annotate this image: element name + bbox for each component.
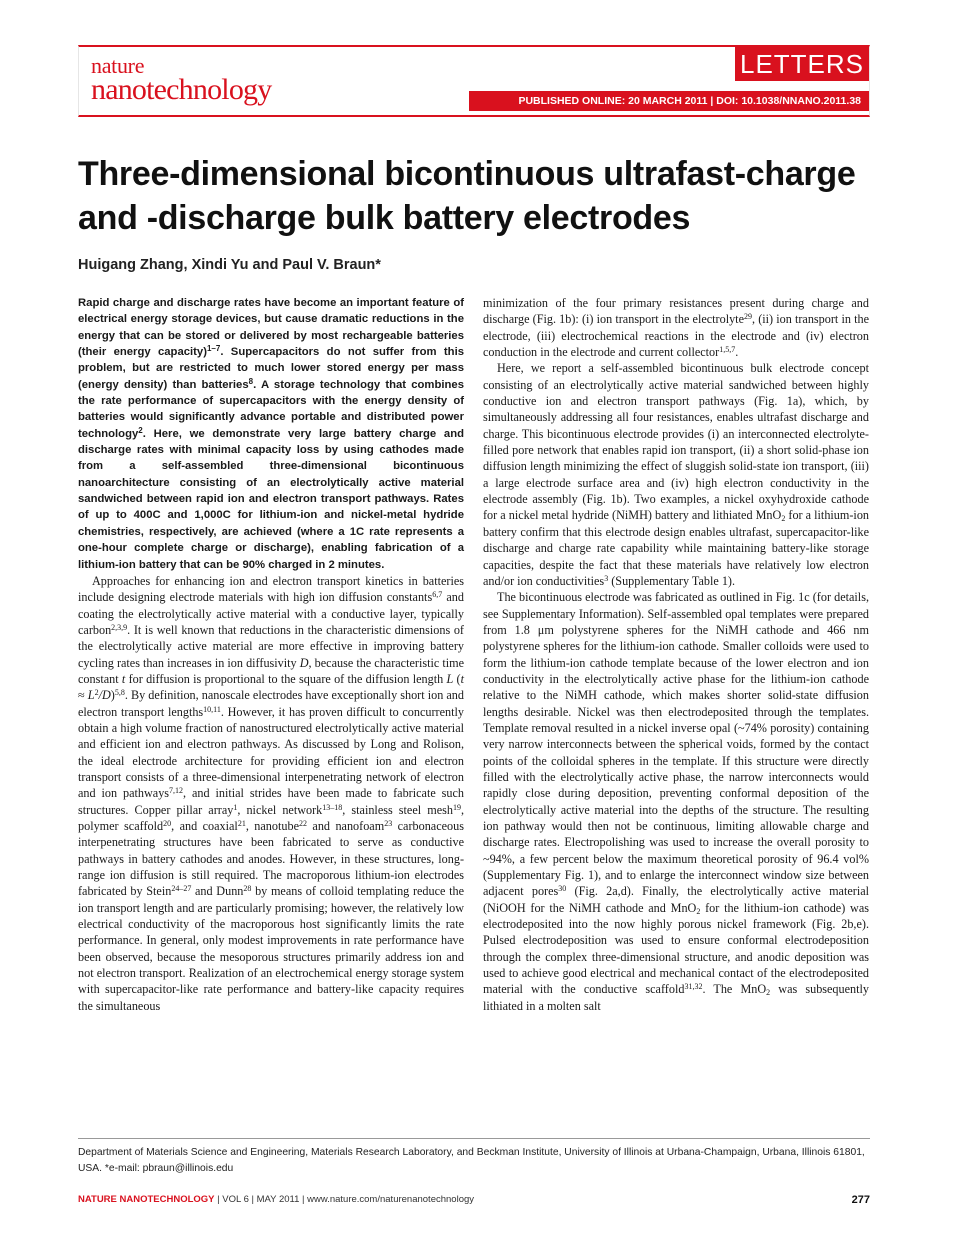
footer-issue: | VOL 6 | MAY 2011 | www.nature.com/naturenanotechnology xyxy=(214,1194,475,1205)
logo-line-2: nanotechnology xyxy=(91,73,272,106)
article-authors: Huigang Zhang, Xindi Yu and Paul V. Braun* xyxy=(78,257,381,273)
page-number: 277 xyxy=(851,1194,870,1206)
page-footer xyxy=(78,1194,870,1205)
left-column xyxy=(78,295,464,1014)
footer-journal: NATURE NANOTECHNOLOGY xyxy=(78,1194,215,1205)
affiliation-footnote: Department of Materials Science and Engineering, Materials Research Laboratory, and Beckman Institute, University of Illinois at Urbana-Champaign, Urbana, Illinois 61801, USA. *e-mail: pbraun@illinois.edu xyxy=(78,1147,865,1174)
right-column xyxy=(483,295,869,1014)
publication-info: PUBLISHED ONLINE: 20 MARCH 2011 | DOI: 10.1038/NNANO.2011.38 xyxy=(469,91,869,111)
article-title xyxy=(78,152,878,240)
body-paragraph: The bicontinuous electrode was fabricated as outlined in Fig. 1c (for details, see Supplementary Information). Self-assembled opal templates were prepared from 1.8 μm polystyrene spheres for the NiMH cathode and 466 nm polystyrene spheres for the lithium-ion cathode. Smaller colloids were used to form the lithium-ion cathode template because of the lower electron and ion conductivity in the electrolytically active phase for the lithium-ion cathode relative to the NiMH cathode, which makes shorter solid-state diffusion lengths desirable. Nickel was then electrodeposited through the templates. Template removal resulted in a nickel inverse opal (~74% porosity) containing very narrow interconnects between the spherical voids, formed by the contact points of the colloidal spheres in the template. If this structure were directly filled with the electrolytically active phase, the narrow interconnects would rapidly close during deposition, preventing conformal deposition of the electrolytically active material into the depths of the structure. The resulting ion pathway would then not be continuous, limiting allowable charge and discharge rates. Electropolishing was used to increase the overall porosity to ~94%, a few percent below the maximum theoretical porosity of 96.4 vol% (Supplementary Fig. 1), and to enlarge the interconnect window size between adjacent pores$^{30}$ (Fig. 2a,d). Finally, the electrolytically active material (NiOOH for the NiMH cathode and MnO$_2$ for the lithium-ion cathode) was electrodeposited into the now highly porous nickel framework (Fig. 2b,e). Pulsed electrodeposition was used to ensure conformal electrodeposition through the complex three-dimensional structure, and anodic deposition was used to achieve good electrical and mechanical contact of the electrodeposited material with the conductive scaffold$^{31,32}$. The MnO$_2$ was subsequently lithiated in a molten salt xyxy=(483,590,869,1013)
abstract: Rapid charge and discharge rates have become an important feature of electrical energy storage devices, but cause dramatic reductions in the energy that can be stored or delivered by most rechargeable batteries (their energy capacity)$^{1-7}$. Supercapacitors do not suffer from this problem, but are restricted to much lower stored energy per mass (energy density) than batteries$^8$. A storage technology that combines the rate performance of supercapacitors with the energy density of batteries would significantly advance portable and distributed power technology$^2$. Here, we demonstrate very large battery charge and discharge rates with minimal capacity loss by using cathodes made from a self-assembled three-dimensional bicontinuous nanoarchitecture consisting of an electrolytically active material sandwiched between rapid ion and electron transport pathways. Rates of up to 400C and 1,000C for lithium-ion and nickel-metal hydride chemistries, respectively, are achieved (where a 1C rate represents a one-hour complete charge or discharge), enabling fabrication of a lithium-ion battery that can be 90% charged in 2 minutes. xyxy=(78,297,465,571)
journal-header xyxy=(78,45,870,117)
footnote-divider xyxy=(78,1138,870,1139)
title-line-1: Three-dimensional bicontinuous ultrafast-charge xyxy=(78,155,856,193)
logo-line-1: nature xyxy=(91,53,145,78)
body-paragraph: minimization of the four primary resistances present during charge and discharge (Fig. 1b): (i) ion transport in the electrolyte$^{29}$, (ii) ion transport in the electrode, (iii) electrochemical reactions in the electrode and (iv) electron conduction in the electrode and current collector$^{1,5,7}$. xyxy=(483,296,870,360)
journal-logo xyxy=(91,55,271,105)
body-paragraph: Approaches for enhancing ion and electron transport kinetics in batteries include designing electrode materials with high ion diffusion constants$^{6,7}$ and coating the electrolytically active material with a conductive layer, typically carbon$^{2,3,9}$. It is well known that reductions in the characteristic dimensions of the electrolytically active material are more effective in improving battery cycling rates than increases in ion diffusivity D, because the characteristic time constant t for diffusion is proportional to the square of the diffusion length L $(t \approx L^2/D)^{5,8}$. By definition, nanoscale electrodes have exceptionally short ion and electron transport lengths$^{10,11}$. However, it has proven difficult to concurrently obtain a high volume fraction of nanostructured electrolytically active material and efficient ion and electron pathways. As discussed by Long and Rolison, the ideal electrode architecture for providing efficient ion and electron transport consists of a three-dimensional interpenetrating network of electron and ion pathways$^{7,12}$, and initial strides have been made to fabricate such structures. Copper pillar array$^1$, nickel network$^{13-18}$, stainless steel mesh$^{19}$, polymer scaffold$^{20}$, and coaxial$^{21}$, nanotube$^{22}$ and nanofoam$^{23}$ carbonaceous interpenetrating structures have been fabricated to serve as conductive pathways in battery cathodes and anodes. However, in these structures, long-range ion diffusion is still required. The macroporous lithium-ion electrodes fabricated by Stein$^{24-27}$ and Dunn$^{28}$ by means of colloid templating reduce the ion transport length and are particularly promising; however, the relatively low electrical conductivity of the macroporous host significantly limits the rate performance. In general, only modest improvements in rate performance have been observed, because the mesoporous structures primarily address ion and not electron transport. Realization of an electrochemical energy storage system with supercapacitor-like rate performance and battery-like capacity requires the simultaneous xyxy=(78,573,465,1013)
section-label: LETTERS xyxy=(735,47,869,81)
body-paragraph: Here, we report a self-assembled bicontinuous bulk electrode concept consisting of an electrolytically active material sandwiched between highly conductive ion and electron transport pathways (Fig. 1a), which, by simultaneously addressing all four resistances, enables ultrafast discharge and charge. This bicontinuous electrode provides (i) an interconnected electrolyte-filled pore network that enables rapid ion transport, (ii) a short solid-phase ion diffusion length minimizing the effect of sluggish solid-state ion transport, (iii) a large electrode surface area and (iv) high electron conductivity in the electrode assembly (Fig. 1b). Two examples, a nickel oxyhydroxide cathode for a nickel metal hydride (NiMH) battery and lithiated MnO$_2$ for a lithium-ion battery confirm that this electrode design enables ultrafast, supercapacitor-like discharge and charge rate capability while maintaining battery-like storage capacities, despite the fact that these materials have relatively low electron and/or ion conductivities$^3$ (Supplementary Table 1). xyxy=(483,361,870,588)
title-line-2: and -discharge bulk battery electrodes xyxy=(78,199,691,237)
